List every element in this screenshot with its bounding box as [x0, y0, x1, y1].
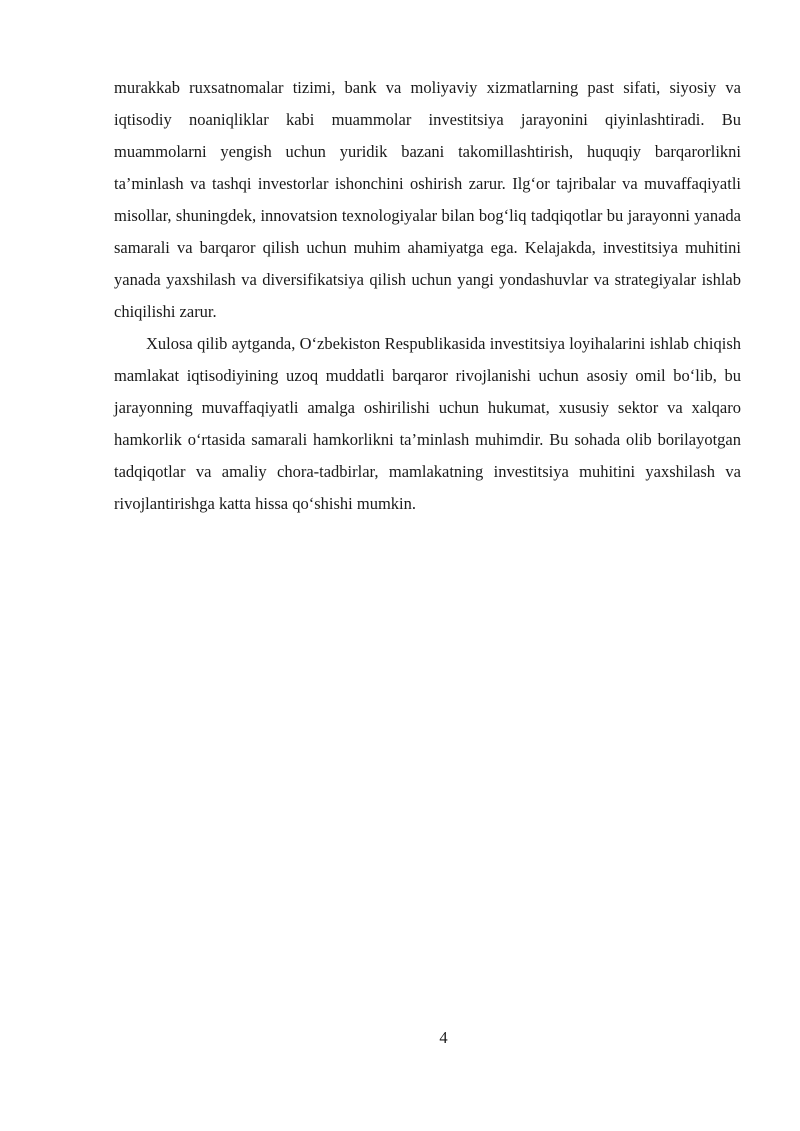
paragraph-continuation: murakkab ruxsatnomalar tizimi, bank va moliyaviy xizmatlarning past sifati, siyosiy va iqtisodiy noaniqliklar kabi muammolar investitsiya jarayonini qiyinlashtiradi. Bu muammolarni yengish uchun yuridik bazani takomillashtirish, huquqiy barqarorlikni ta’minlash va tashqi investorlar ishonchini oshirish zarur. Ilg‘or tajribalar va muvaffaqiyatli misollar, shuningdek, innovatsion texnologiyalar bilan bog‘liq tadqiqotlar bu jarayonni yanada samarali va barqaror qilish uchun muhim ahamiyatga ega. Kelajakda, investitsiya muhitini yanada yaxshilash va diversifikatsiya qilish uchun yangi yondashuvlar va strategiyalar ishlab chiqilishi zarur. [114, 78, 741, 321]
page-number: 4 [439, 1028, 448, 1047]
paragraph-conclusion: Xulosa qilib aytganda, O‘zbekiston Respublikasida investitsiya loyihalarini ishlab chiqish mamlakat iqtisodiyining uzoq muddatli barqaror rivojlanishi uchun asosiy omil bo‘lib, bu jarayonning muvaffaqiyatli amalga oshirilishi uchun hukumat, xususiy sektor va xalqaro hamkorlik o‘rtasida samarali hamkorlikni ta’minlash muhimdir. Bu sohada olib borilayotgan tadqiqotlar va amaliy chora-tadbirlar, mamlakatning investitsiya muhitini yaxshilash va rivojlantirishga katta hissa qo‘shishi mumkin. [114, 334, 741, 513]
body-text [114, 72, 741, 520]
